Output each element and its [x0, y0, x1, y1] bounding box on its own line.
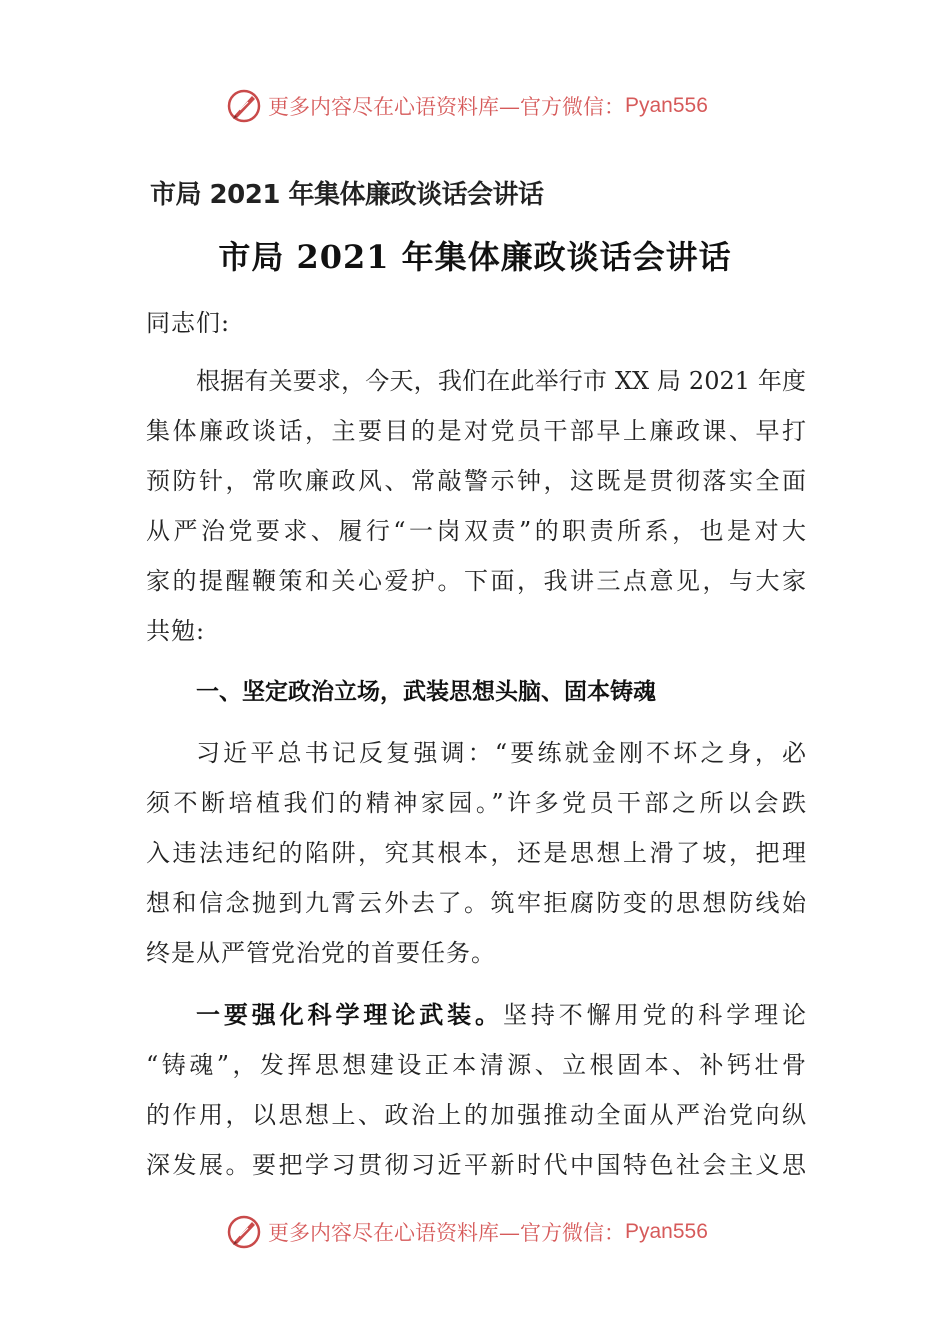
paragraph-1-line: 集体廉政谈话，主要目的是对党员干部早上廉政课、早打 — [146, 417, 806, 445]
paragraph-2-line: 想和信念抛到九霄云外去了。筑牢拒腐防变的思想防线始 — [146, 889, 806, 917]
header-watermark — [226, 86, 708, 126]
paragraph-1-line: 家的提醒鞭策和关心爱护。下面，我讲三点意见，与大家 — [146, 567, 806, 595]
section-heading: 一、坚定政治立场，武装思想头脑、固本铸魂 — [196, 679, 656, 705]
paragraph-1-line: 根据有关要求，今天，我们在此举行市 XX 局 2021 年度 — [196, 367, 806, 395]
watermark-text: 更多内容尽在心语资料库—官方微信： — [268, 1221, 625, 1245]
salutation: 同志们: — [146, 309, 231, 337]
paragraph-1-line: 共勉: — [146, 617, 206, 645]
document-title: 市局 2021 年集体廉政谈话会讲话 — [218, 238, 732, 276]
paragraph-1-line: 从严治党要求、履行“一岗双责”的职责所系，也是对大 — [146, 517, 806, 545]
paragraph-2-line: 入违法违纪的陷阱，究其根本，还是思想上滑了坡，把理 — [146, 839, 806, 867]
footer-watermark — [226, 1212, 708, 1252]
paragraph-3-line: 的作用，以思想上、政治上的加强推动全面从严治党向纵 — [146, 1101, 806, 1129]
paragraph-2-line: 须不断培植我们的精神家园。”许多党员干部之所以会跌 — [146, 789, 806, 817]
bold-lead-text: 一要强化科学理论武装。 — [196, 1000, 503, 1029]
running-title: 市局 2021 年集体廉政谈话会讲话 — [150, 180, 544, 210]
paragraph-1-line: 预防针，常吹廉政风、常敲警示钟，这既是贯彻落实全面 — [146, 467, 806, 495]
paragraph-3-first-line-rest: 坚持不懈用党的科学理论 — [502, 1001, 806, 1029]
quill-logo-icon — [226, 1214, 262, 1250]
paragraph-3-line: 深发展。要把学习贯彻习近平新时代中国特色社会主义思 — [146, 1151, 806, 1179]
paragraph-2-line: 习近平总书记反复强调：“要练就金刚不坏之身，必 — [196, 739, 806, 767]
paragraph-2-line: 终是从严管党治党的首要任务。 — [146, 939, 496, 967]
watermark-wechat-id: Pyan556 — [625, 1220, 708, 1243]
paragraph-3-line: “铸魂”，发挥思想建设正本清源、立根固本、补钙壮骨 — [146, 1051, 806, 1079]
quill-logo-icon — [226, 88, 262, 124]
paragraph-3-first-line — [196, 1000, 806, 1030]
watermark-text: 更多内容尽在心语资料库—官方微信： — [268, 95, 625, 119]
watermark-wechat-id: Pyan556 — [625, 94, 708, 117]
